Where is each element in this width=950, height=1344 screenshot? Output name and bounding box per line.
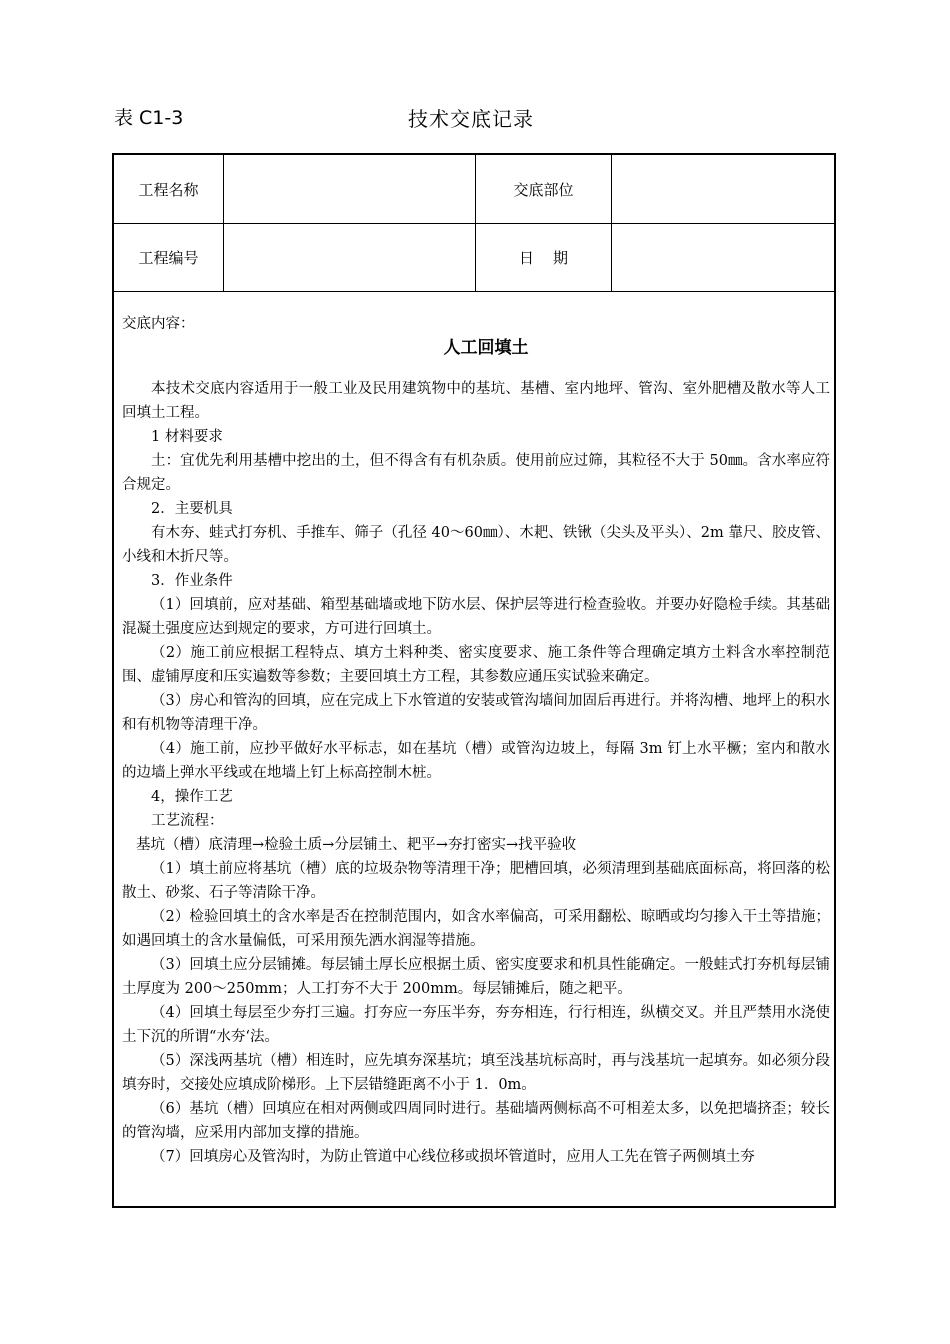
- paragraph: 3．作业条件: [151, 573, 233, 589]
- paragraph: （1）填土前应将基坑（槽）底的垃圾杂物等清理干净；肥槽回填，必须清理到基础底面标高，将回落的松散土、砂浆、石子等清除干净。: [122, 861, 830, 901]
- location-label: 交底部位: [476, 155, 612, 223]
- paragraph: 工艺流程：: [151, 813, 224, 829]
- paragraph: （1）回填前，应对基础、箱型基础墙或地下防水层、保护层等进行检查验收。并要办好隐检手续。其基础混凝土强度应达到规定的要求，方可进行回填土。: [122, 597, 830, 637]
- content-body: [122, 377, 830, 1169]
- paragraph: 土：宜优先利用基槽中挖出的土，但不得含有有机杂质。使用前应过筛，其粒径不大于 50㎜。含水率应符合规定。: [122, 453, 830, 493]
- location-field[interactable]: [612, 155, 836, 223]
- form-code: 表 C1-3: [114, 107, 184, 129]
- content-area: [122, 293, 830, 1169]
- paragraph: （3）回填土应分层铺摊。每层铺土厚长应根据土质、密实度要求和机具性能确定。一般蛙式打夯机每层铺土厚度为 200～250mm；人工打夯不大于 200mm。每层铺摊后，随之耙平。: [122, 957, 830, 997]
- content-label: 交底内容：: [122, 316, 195, 332]
- paragraph: 有木夯、蛙式打夯机、手推车、筛子（孔径 40～60㎜）、木耙、铁锹（尖头及平头）、2m 靠尺、胶皮管、小线和木折尺等。: [122, 525, 830, 565]
- info-row-1: [114, 155, 834, 224]
- project-no-field[interactable]: [224, 223, 476, 291]
- paragraph: （4）回填土每层至少夯打三遍。打夯应一夯压半夯，夯夯相连，行行相连，纵横交叉。并且严禁用水浇使土下沉的所谓“水夯‘法。: [122, 1005, 830, 1045]
- paragraph: （7）回填房心及管沟时，为防止管道中心线位移或损坏管道时，应用人工先在管子两侧填土夯: [151, 1149, 755, 1165]
- paragraph: 2．主要机具: [151, 501, 233, 517]
- document-title: 技术交底记录: [408, 107, 534, 131]
- paragraph: （5）深浅两基坑（槽）相连时，应先填夯深基坑；填至浅基坑标高时，再与浅基坑一起填夯。如必须分段填夯时，交接处应填成阶梯形。上下层错缝距离不小于 1．0m。: [122, 1053, 830, 1093]
- paragraph: （6）基坑（槽）回填应在相对两侧或四周同时进行。基础墙两侧标高不可相差太多，以免把墙挤歪；较长的管沟墙，应采用内部加支撑的措施。: [122, 1101, 830, 1141]
- info-row-2: [114, 223, 834, 292]
- record-sheet: [112, 153, 836, 1208]
- project-name-label: 工程名称: [114, 155, 224, 223]
- paragraph: 本技术交底内容适用于一般工业及民用建筑物中的基坑、基槽、室内地坪、管沟、室外肥槽及散水等人工回填土工程。: [122, 381, 830, 421]
- date-label: 日 期: [476, 223, 612, 291]
- paragraph: 4，操作工艺: [151, 789, 233, 805]
- paragraph: 1 材料要求: [151, 429, 223, 445]
- project-name-field[interactable]: [224, 155, 476, 223]
- project-no-label: 工程编号: [114, 223, 224, 291]
- paragraph: （2）检验回填土的含水率是否在控制范围内，如含水率偏高，可采用翻松、晾晒或均匀掺入干土等措施；如遇回填土的含水量偏低，可采用预先洒水润湿等措施。: [122, 909, 830, 949]
- section-title: 人工回填土: [443, 338, 529, 358]
- paragraph: （4）施工前，应抄平做好水平标志，如在基坑（槽）或管沟边坡上，每隔 3m 钉上水平橛；室内和散水的边墙上弹水平线或在地墙上钉上标高控制木桩。: [122, 741, 830, 781]
- paragraph: （2）施工前应根据工程特点、填方土料种类、密实度要求、施工条件等合理确定填方土料含水率控制范围、虚铺厚度和压实遍数等参数；主要回填土方工程，其参数应通压实试验来确定。: [122, 645, 830, 685]
- process-flow: 基坑（槽）底清理→检验土质→分层铺土、耙平→夯打密实→找平验收: [136, 837, 577, 853]
- paragraph: （3）房心和管沟的回填，应在完成上下水管道的安装或管沟墙间加固后再进行。并将沟槽、地坪上的积水和有机物等清理干净。: [122, 693, 830, 733]
- date-field[interactable]: [612, 223, 836, 291]
